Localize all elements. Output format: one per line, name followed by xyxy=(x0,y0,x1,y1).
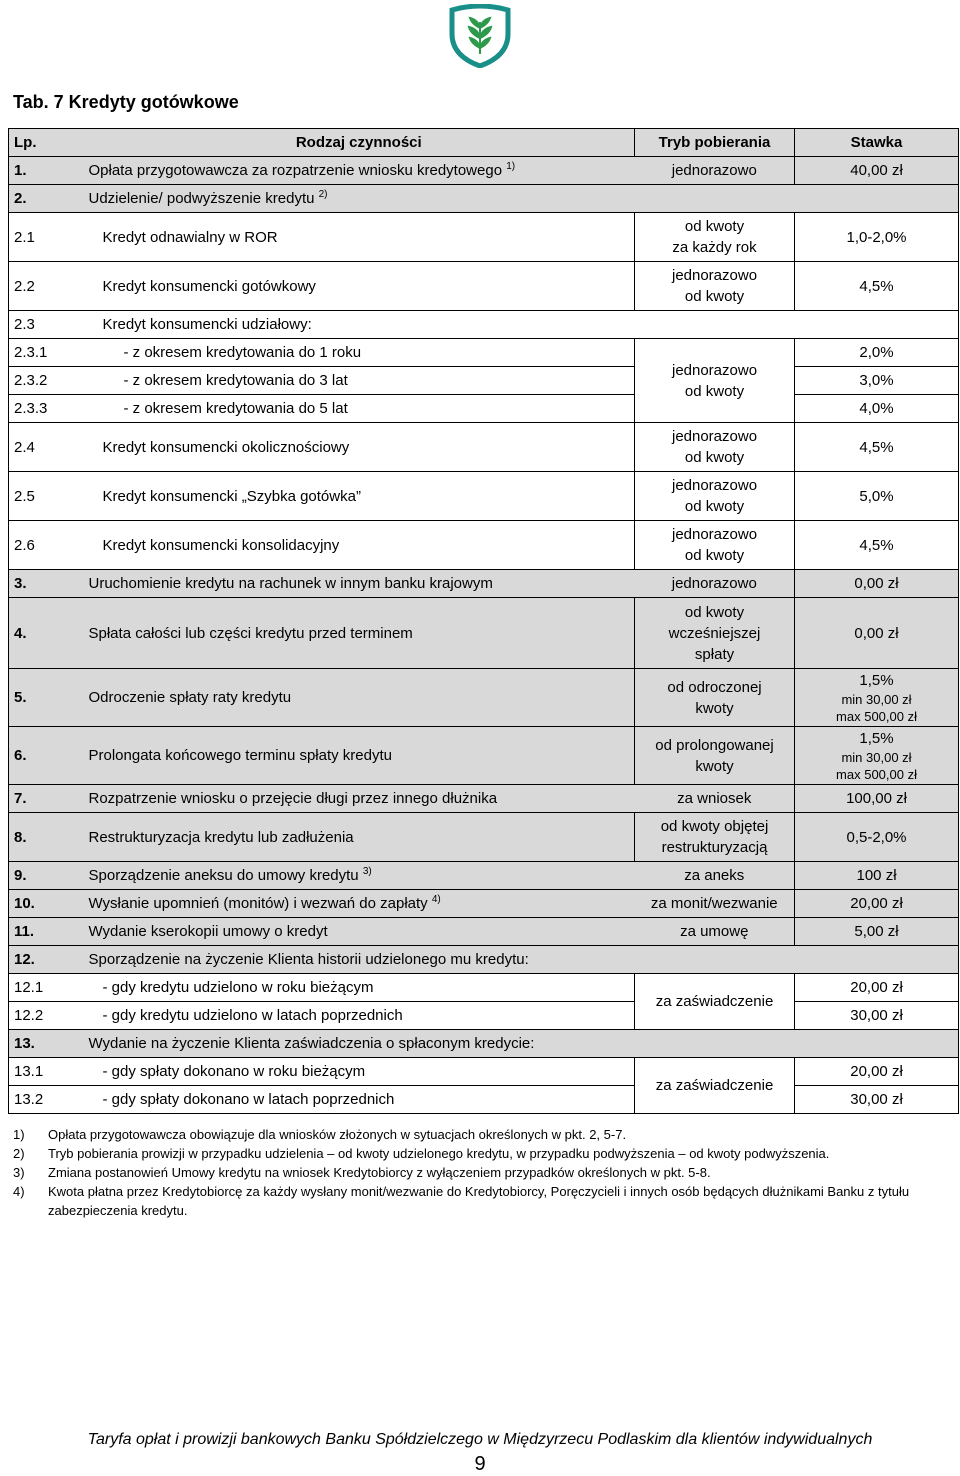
footnote: 4) Kwota płatna przez Kredytobiorcę za każdy wysłany monit/wezwanie do Kredytobiorcy, Poręczycieli i innych osób będących dłużnikami Banku z tytułu zabezpieczenia kredytu. xyxy=(13,1184,910,1218)
table-row: 2.3.3 - z okresem kredytowania do 5 lat 4,0% xyxy=(9,395,959,423)
table-row: 11. Wydanie kserokopii umowy o kredyt za umowę 5,00 zł xyxy=(9,918,959,946)
footnotes xyxy=(13,1125,948,1220)
page-footer: Taryfa opłat i prowizji bankowych Banku Spółdzielczego w Międzyrzecu Podlaskim dla klientów indywidualnych xyxy=(87,1431,873,1448)
logo-wheat-icon xyxy=(469,18,491,54)
table-title: Tab. 7 Kredyty gotówkowe xyxy=(13,92,239,112)
table-row: 13.1 - gdy spłaty dokonano w roku bieżącym za zaświadczenie 20,00 zł xyxy=(9,1058,959,1086)
table-row: 2.5 Kredyt konsumencki „Szybka gotówka” jednorazowo od kwoty 5,0% xyxy=(9,472,959,521)
table-row: 2.4 Kredyt konsumencki okolicznościowy jednorazowo od kwoty 4,5% xyxy=(9,423,959,472)
table-header xyxy=(9,129,959,157)
table-row: 4. Spłata całości lub części kredytu przed terminem od kwoty wcześniejszej spłaty 0,00 zł xyxy=(9,598,959,669)
header-tryb: Tryb pobierania xyxy=(635,129,795,157)
table-row: 2.1 Kredyt odnawialny w ROR od kwoty za każdy rok 1,0-2,0% xyxy=(9,213,959,262)
table-row: 6. Prolongata końcowego terminu spłaty kredytu od prolongowanej kwoty 1,5% min 30,00 zł max 500,00 zł xyxy=(9,727,959,785)
table-row: 7. Rozpatrzenie wniosku o przejęcie długi przez innego dłużnika za wniosek 100,00 zł xyxy=(9,785,959,813)
table-row: 8. Restrukturyzacja kredytu lub zadłużenia od kwoty objętej restrukturyzacją 0,5-2,0% xyxy=(9,813,959,862)
table-row: 3. Uruchomienie kredytu na rachunek w innym banku krajowym jednorazowo 0,00 zł xyxy=(9,570,959,598)
table-row: 12.1 - gdy kredytu udzielono w roku bieżącym za zaświadczenie 20,00 zł xyxy=(9,974,959,1002)
footnote: 2) Tryb pobierania prowizji w przypadku udzielenia – od kwoty udzielonego kredytu, w przypadku podwyższenia – od kwoty podwyższenia. xyxy=(13,1146,830,1161)
table-row: 5. Odroczenie spłaty raty kredytu od odroczonej kwoty 1,5% min 30,00 zł max 500,00 zł xyxy=(9,669,959,727)
fee-table xyxy=(8,128,959,1114)
table-row: 1. Opłata przygotowawcza za rozpatrzenie wniosku kredytowego $^{1)}$ jednorazowo 40,00 zł xyxy=(9,157,959,185)
footnote: 1) Opłata przygotowawcza obowiązuje dla wniosków złożonych w sytuacjach określonych w pkt. 2, 5-7. xyxy=(13,1127,627,1142)
bank-logo xyxy=(444,4,516,68)
footnote: 3) Zmiana postanowień Umowy kredytu na wniosek Kredytobiorcy z wyłączeniem przypadków określonych w pkt. 5-8. xyxy=(13,1165,711,1180)
table-row: 12.2 - gdy kredytu udzielono w latach poprzednich 30,00 zł xyxy=(9,1002,959,1030)
header-lp: Lp. xyxy=(9,129,84,157)
table-row: 10. Wysłanie upomnień (monitów) i wezwań do zapłaty $^{4)}$ za monit/wezwanie 20,00 zł xyxy=(9,890,959,918)
table-row: 2.6 Kredyt konsumencki konsolidacyjny jednorazowo od kwoty 4,5% xyxy=(9,521,959,570)
table-row: 12. Sporządzenie na życzenie Klienta historii udzielonego mu kredytu: xyxy=(9,946,959,974)
table-row: 13. Wydanie na życzenie Klienta zaświadczenia o spłaconym kredycie: xyxy=(9,1030,959,1058)
table-row: 2.3.2 - z okresem kredytowania do 3 lat 3,0% xyxy=(9,367,959,395)
table-row: 2.3.1 - z okresem kredytowania do 1 roku jednorazowo od kwoty 2,0% xyxy=(9,339,959,367)
table-row: 2.3 Kredyt konsumencki udziałowy: xyxy=(9,311,959,339)
table-row: 13.2 - gdy spłaty dokonano w latach poprzednich 30,00 zł xyxy=(9,1086,959,1114)
table-row: 2.2 Kredyt konsumencki gotówkowy jednorazowo od kwoty 4,5% xyxy=(9,262,959,311)
header-stawka: Stawka xyxy=(795,129,959,157)
header-rodzaj: Rodzaj czynności xyxy=(84,129,635,157)
table-row: 2. Udzielenie/ podwyższenie kredytu $^{2)}$ xyxy=(9,185,959,213)
page-number: 9 xyxy=(474,1453,486,1475)
table-row: 9. Sporządzenie aneksu do umowy kredytu $^{3)}$ za aneks 100 zł xyxy=(9,862,959,890)
